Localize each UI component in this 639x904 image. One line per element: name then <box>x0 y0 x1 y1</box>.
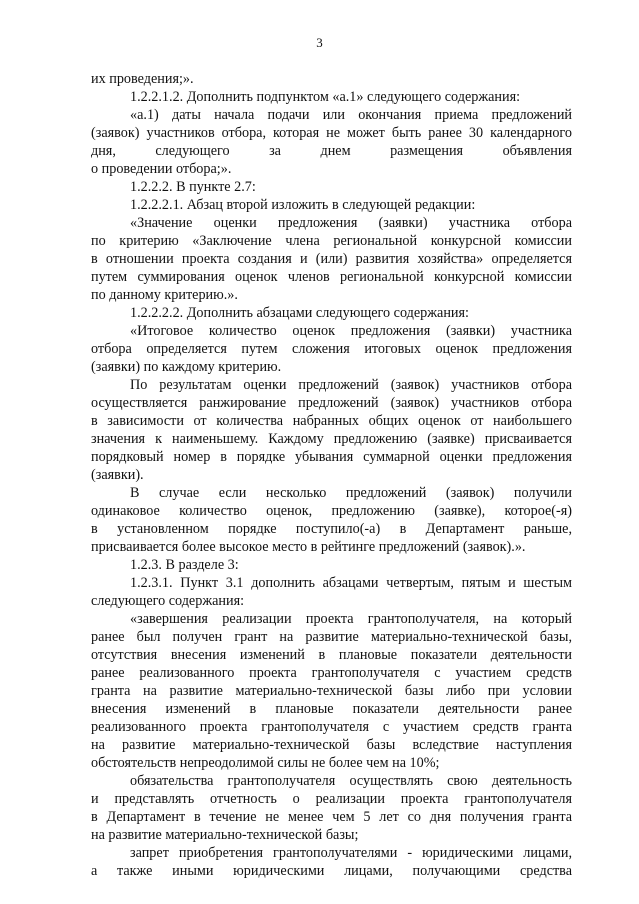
text-line: на развитие материально-технической базы; <box>91 827 359 843</box>
text-line: в зависимости от количества набранных общих оценок от наибольшего <box>91 413 572 429</box>
text-line: порядковый номер в порядке убывания суммарной оценки предложения <box>91 449 572 465</box>
text-line: о проведении отбора;». <box>91 161 232 177</box>
text-line: (заявки) по каждому критерию. <box>91 359 282 375</box>
text-line: по критерию «Заключение члена региональной конкурсной комиссии <box>91 233 572 249</box>
text-line: значения к наименьшему. Каждому предложению (заявке) присваивается <box>91 431 572 447</box>
text-line: «завершения реализации проекта грантополучателя, на который <box>130 611 572 627</box>
text-line: следующего содержания: <box>91 593 245 609</box>
text-line: «а.1) даты начала подачи или окончания приема предложений <box>130 107 572 123</box>
text-line: а также иными юридическими лицами, получающими средства <box>91 863 572 879</box>
text-line: ранее реализованного проекта грантополучателя с участием средств <box>91 665 572 681</box>
text-line: 1.2.3. В разделе 3: <box>130 557 239 573</box>
text-line: внесения изменений в плановые показатели деятельности ранее <box>91 701 572 717</box>
text-line: (заявок) участников отбора, которая не может быть ранее 30 календарного <box>91 125 572 141</box>
text-line: в отношении проекта создания и (или) развития хозяйства» определяется <box>91 251 572 267</box>
text-line: отбора определяется путем сложения итоговых оценок предложения <box>91 341 572 357</box>
text-line: «Итоговое количество оценок предложения (заявки) участника <box>130 323 572 339</box>
text-line: (заявки). <box>91 467 144 483</box>
text-line: В случае если несколько предложений (заявок) получили <box>130 485 572 501</box>
text-line: на развитие материально-технической базы вследствие наступления <box>91 737 572 753</box>
text-line: их проведения;». <box>91 71 194 87</box>
text-line: в Департамент в течение не менее чем 5 лет со дня получения гранта <box>91 809 572 825</box>
text-line: осуществляется ранжирование предложений (заявок) участников отбора <box>91 395 572 411</box>
page-number: 3 <box>316 35 323 50</box>
text-line: путем суммирования оценок членов региональной конкурсной комиссии <box>91 269 572 285</box>
text-line: одинаковое количество оценок, предложению (заявке), которое(-я) <box>91 503 572 519</box>
text-line: 1.2.2.2.2. Дополнить абзацами следующего содержания: <box>130 305 469 321</box>
text-line: 1.2.2.1.2. Дополнить подпунктом «а.1» следующего содержания: <box>130 89 521 105</box>
text-line: 1.2.2.2. В пункте 2.7: <box>130 179 256 195</box>
text-line: реализованного проекта грантополучателя с участием средств гранта <box>91 719 572 735</box>
text-line: «Значение оценки предложения (заявки) участника отбора <box>130 215 572 231</box>
text-line: обязательства грантополучателя осуществлять свою деятельность <box>130 773 572 789</box>
text-line: 1.2.3.1. Пункт 3.1 дополнить абзацами четвертым, пятым и шестым <box>130 575 572 591</box>
text-line: отсутствия внесения изменений в плановые показатели деятельности <box>91 647 572 663</box>
text-line: 1.2.2.2.1. Абзац второй изложить в следующей редакции: <box>130 197 476 213</box>
text-line: дня, следующего за днем размещения объявления <box>91 143 572 159</box>
text-line: гранта на развитие материально-технической базы либо при условии <box>91 683 572 699</box>
text-line: обстоятельств непреодолимой силы не более чем на 10%; <box>91 755 440 771</box>
text-line: по данному критерию.». <box>91 287 238 303</box>
text-line: присваивается более высокое место в рейтинге предложений (заявок).». <box>91 539 526 555</box>
text-line: ранее был получен грант на развитие материально-технической базы, <box>91 629 572 645</box>
text-line: в установленном порядке поступило(-а) в Департамент раньше, <box>91 521 572 537</box>
text-line: запрет приобретения грантополучателями - юридическими лицами, <box>130 845 572 861</box>
text-line: и представлять отчетность о реализации проекта грантополучателя <box>91 791 572 807</box>
text-line: По результатам оценки предложений (заявок) участников отбора <box>130 377 572 393</box>
